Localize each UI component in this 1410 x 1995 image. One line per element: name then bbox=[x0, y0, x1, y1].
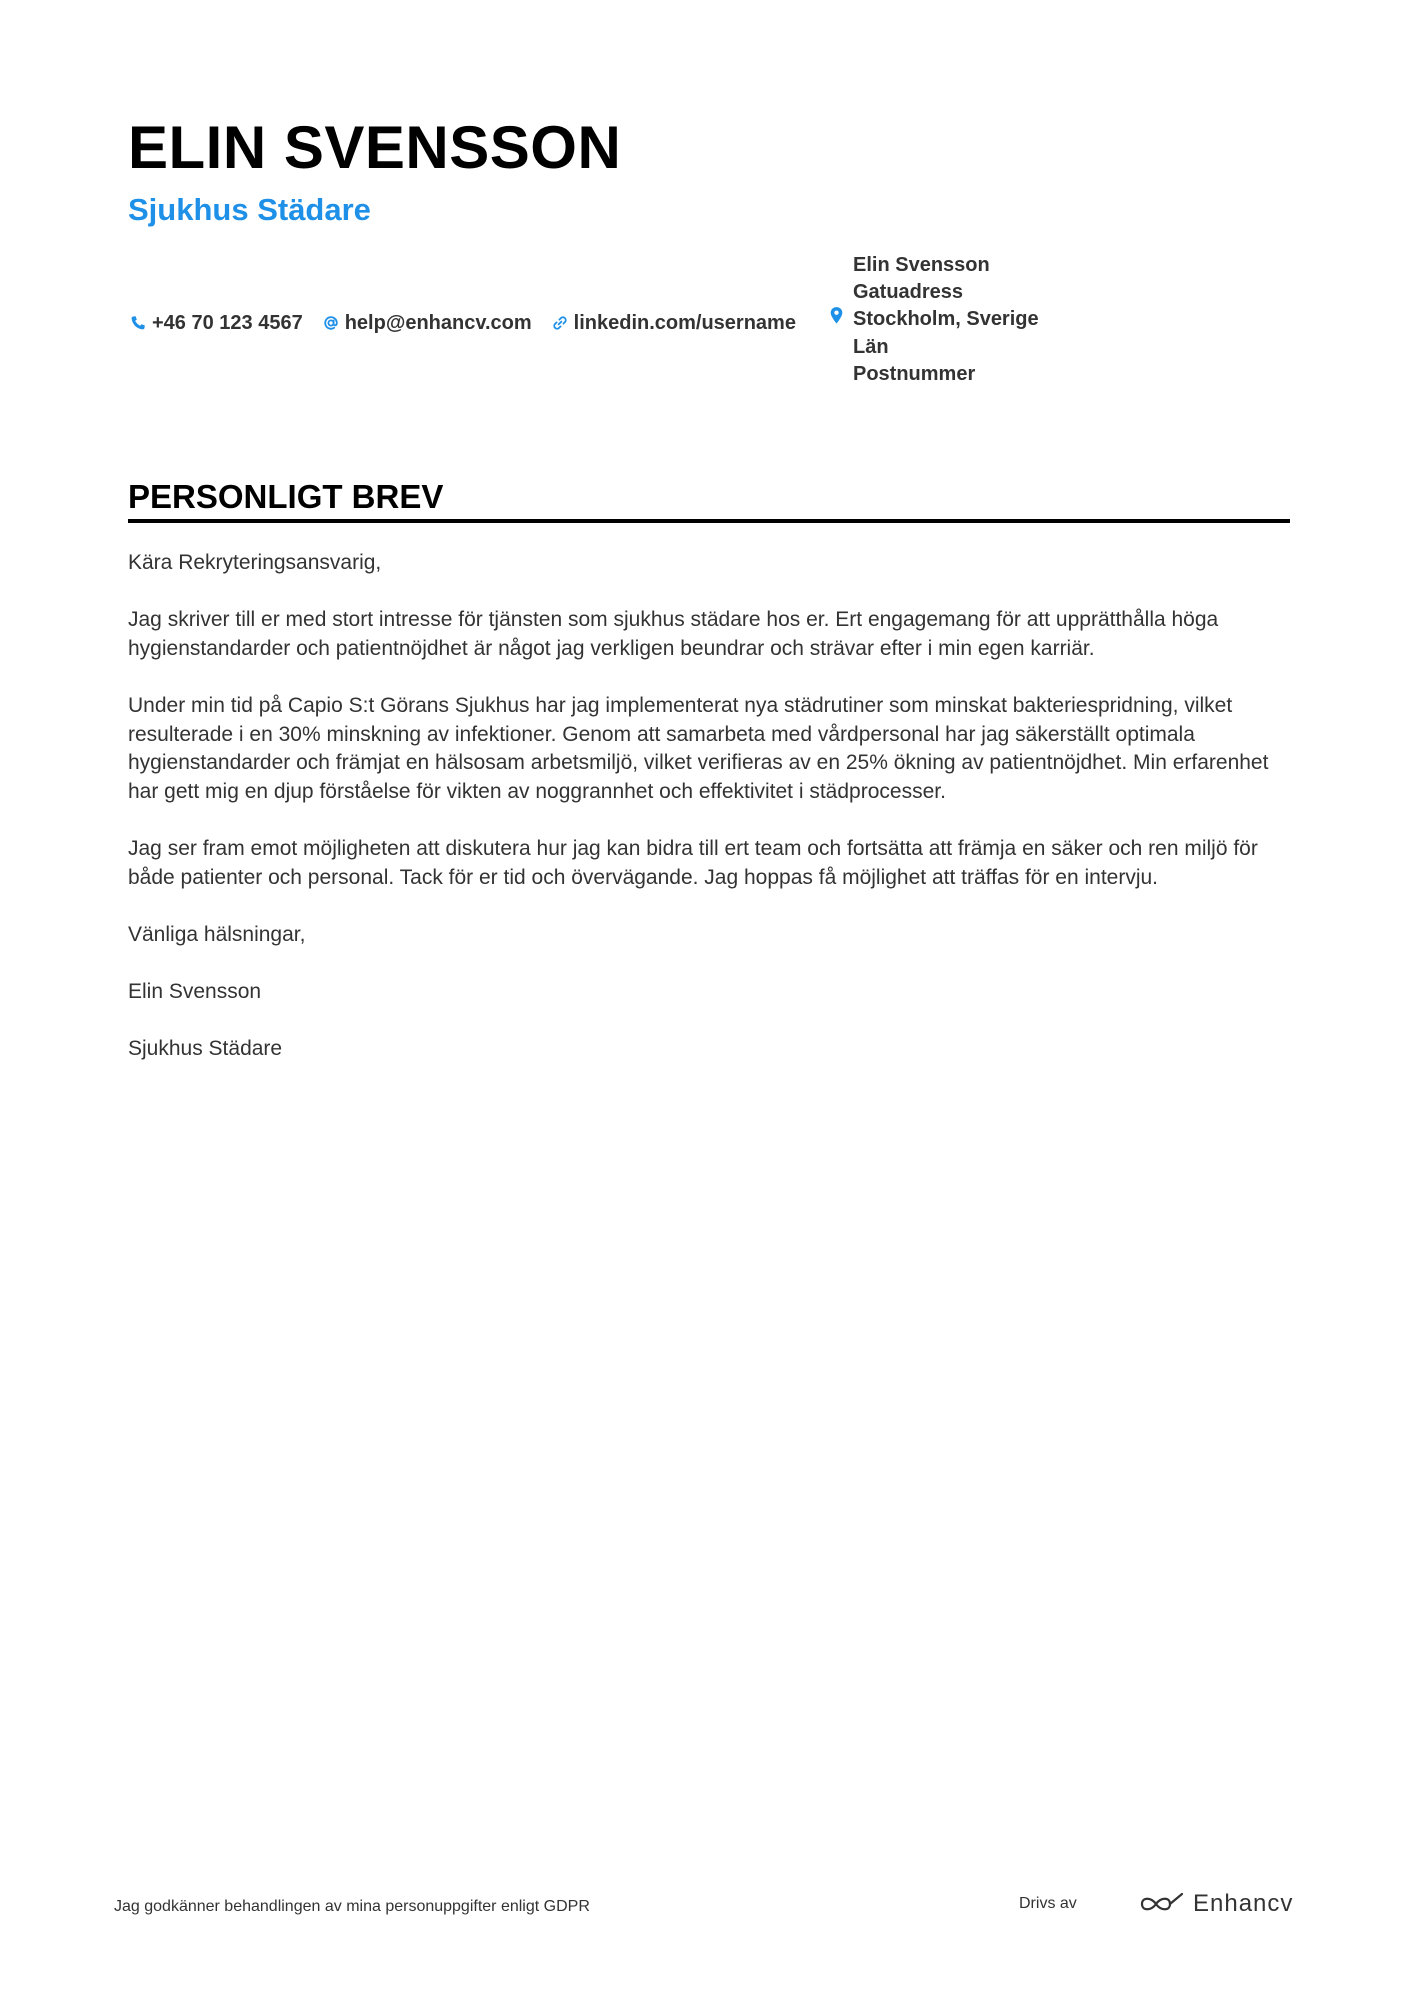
location-pin-icon bbox=[829, 306, 853, 333]
address-line: Gatuadress bbox=[853, 281, 964, 304]
enhancv-logo-icon bbox=[1139, 1891, 1185, 1917]
address-block bbox=[829, 252, 1039, 388]
address-lines bbox=[853, 252, 1039, 388]
letter-signature-name: Elin Svensson bbox=[128, 979, 262, 1003]
contact-phone-text: +46 70 123 4567 bbox=[152, 311, 303, 334]
phone-icon bbox=[128, 313, 148, 333]
section-divider bbox=[128, 519, 1290, 523]
letter-closing: Vänliga hälsningar, bbox=[128, 922, 306, 946]
letter-body bbox=[128, 549, 1290, 1092]
letter-paragraph: Jag ser fram emot möjligheten att diskutera hur jag kan bidra till ert team och fortsätta att främja en säker och ren miljö för både patienter och personal. Tack för er tid och övervägande. Jag hoppas få möjlighet att träffas för en intervju. bbox=[128, 836, 1258, 889]
contact-phone[interactable] bbox=[128, 312, 303, 335]
address-line: Län bbox=[853, 335, 889, 358]
letter-paragraph: Under min tid på Capio S:t Görans Sjukhus har jag implementerat nya städrutiner som minskat bakteriespridning, vilket resulterade i en 30% minskning av infektioner. Genom att samarbeta med vårdpersonal har jag säkerställt optimala hygienstandarder och främjat en hälsosam arbetsmiljö, vilket verifieras av en 25% ökning av patientnöjdhet. Min erfarenhet har gett mig en djup förståelse för vikten av noggrannhet och effektivitet i städprocesser. bbox=[128, 693, 1269, 803]
contact-email[interactable] bbox=[321, 312, 532, 335]
letter-paragraph: Jag skriver till er med stort intresse för tjänsten som sjukhus städare hos er. Ert engagemang för att upprätthålla höga hygienstandarder och patientnöjdhet är något jag verkligen beundrar och strävar efter i min egen karriär. bbox=[128, 608, 1219, 660]
applicant-role: Sjukhus Städare bbox=[128, 192, 371, 227]
letter-salutation: Kära Rekryteringsansvarig, bbox=[128, 551, 382, 574]
link-icon bbox=[550, 313, 570, 333]
contact-email-text: help@enhancv.com bbox=[344, 311, 532, 334]
address-line: Postnummer bbox=[853, 362, 976, 385]
section-title: PERSONLIGT BREV bbox=[128, 478, 444, 515]
address-line: Elin Svensson bbox=[853, 254, 990, 276]
enhancv-logo-wordmark: Enhancv bbox=[1193, 1890, 1294, 1917]
at-icon bbox=[321, 313, 341, 333]
gdpr-consent-text: Jag godkänner behandlingen av mina personuppgifter enligt GDPR bbox=[114, 1898, 590, 1915]
letter-signature-role: Sjukhus Städare bbox=[128, 1037, 283, 1061]
contact-linkedin-text: linkedin.com/username bbox=[573, 311, 796, 334]
contact-row bbox=[128, 306, 814, 340]
enhancv-logo[interactable] bbox=[1139, 1890, 1293, 1918]
address-line: Stockholm, Sverige bbox=[853, 308, 1039, 331]
contact-linkedin[interactable] bbox=[550, 312, 796, 335]
applicant-name: ELIN SVENSSON bbox=[128, 114, 622, 181]
powered-by-label: Drivs av bbox=[1019, 1895, 1077, 1912]
